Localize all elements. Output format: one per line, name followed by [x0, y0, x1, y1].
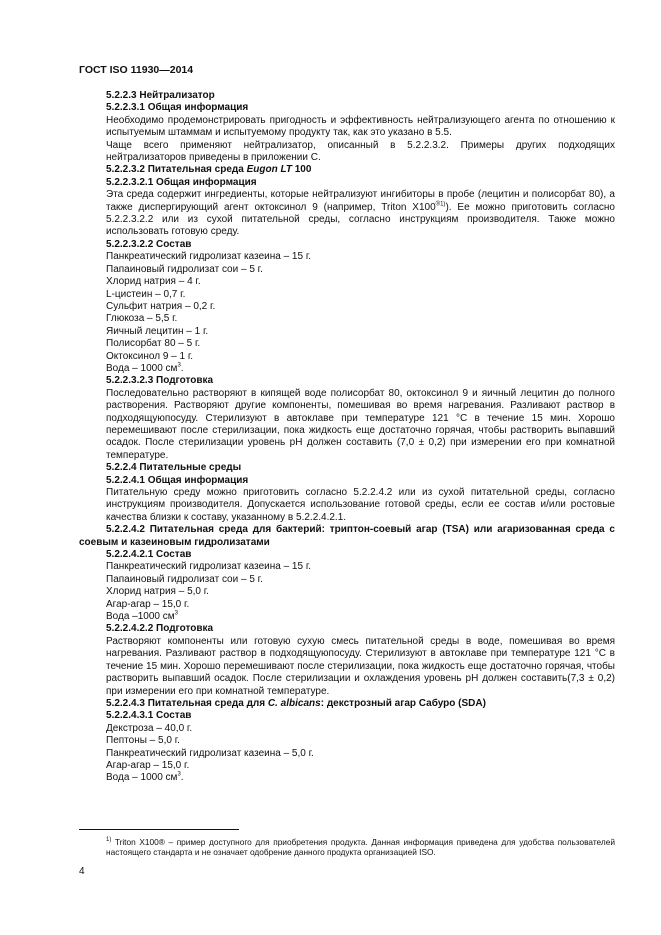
composition-list [79, 723, 615, 785]
list-item-text: Вода – 1000 см [106, 362, 178, 374]
list-item-text: . [180, 772, 184, 784]
section-heading: 5.2.2.4.2.1 Состав [106, 549, 192, 561]
list-item: Яичный лецитин – 1 г. [106, 325, 209, 337]
list-item-text: Вода – 1000 см [106, 772, 178, 784]
list-item: Агар-агар – 15,0 г. [106, 759, 190, 771]
heading-italic-text: Eugon LT [246, 164, 292, 176]
section-heading: 5.2.2.4.2 Питательная среда для бактерий: триптон-соевый агар (TSA) или агаризованная среда с соевым и казеиновым гидролизатами [79, 524, 615, 548]
superscript: 3 [177, 772, 181, 779]
superscript: 3 [177, 362, 181, 369]
list-item: Сульфит натрия – 0,2 г. [106, 300, 216, 312]
paragraph: Питательную среду можно приготовить согласно 5.2.2.4.2 или из сухой питательной среды, согласно инструкциям производителя. Допускается использование готовой среды, если ее состав и/или ростовые качества близки к составу, указанному в 5.2.2.4.2.1. [106, 487, 615, 523]
list-item: Хлорид натрия – 4 г. [106, 276, 201, 288]
section-heading: 5.2.2.4 Питательные среды [106, 462, 242, 474]
composition-list [79, 251, 615, 375]
document-header: ГОСТ ISO 11930—2014 [79, 64, 194, 76]
footnote-divider [79, 829, 239, 830]
list-item: Декстроза – 40,0 г. [106, 722, 193, 734]
list-item-text: . [180, 362, 184, 374]
document-body [79, 90, 615, 785]
section-heading: 5.2.2.3.2.3 Подготовка [106, 375, 214, 387]
footnote-mark: 1) [106, 837, 112, 843]
paragraph [79, 189, 615, 239]
composition-list [79, 561, 615, 623]
list-item: Хлорид натрия – 5,0 г. [106, 586, 209, 598]
paragraph-text: Эта среда содержит ингредиенты, которые нейтрализуют ингибиторы в пробе (лецитин и полисорбат 80), а также диспергирующий агент октоксинол 9 (например, Triton X100 [106, 189, 615, 213]
list-item: Полисорбат 80 – 5 г. [106, 338, 201, 350]
heading-text: 5.2.2.3.2 Питательная среда [106, 164, 247, 176]
paragraph: Растворяют компоненты или готовую сухую смесь питательной среды в воде, помешивая во время нагревания. Разливают раствор в подходящуюпосуду. Стерилизуют в автоклаве при температуре 121 °С в течение 15 мин. Хорошо перемешивают после стерилизации, пока жидкость еще достаточно горячая, чтобы растворить выпавший осадок. После стерилизации и охлаждения уровень рН должен составить(7,3 ± 0,2) при измерении его при комнатной температуре. [106, 635, 615, 697]
heading-text: 100 [291, 164, 312, 176]
list-item: Панкреатический гидролизат казеина – 5,0 г. [106, 747, 314, 759]
footnote [79, 835, 615, 858]
paragraph: Чаще всего применяют нейтрализатор, описанный в 5.2.2.3.2. Примеры других подходящих нейтрализаторов приведены в приложении С. [106, 139, 615, 164]
list-item [79, 611, 615, 623]
footnote-text [79, 835, 615, 858]
paragraph: Необходимо продемонстрировать пригодность и эффективность нейтрализующего агента по отношению к испытуемым штаммам и испытуемому продукту так, как это указано в 5.5. [106, 114, 615, 139]
section-heading: 5.2.2.3.2.2 Состав [106, 238, 192, 250]
section-heading [79, 698, 615, 710]
list-item: Агар-агар – 15,0 г. [106, 598, 190, 610]
list-item: Папаиновый гидролизат сои – 5 г. [106, 263, 263, 275]
section-heading: 5.2.2.3.2.1 Общая информация [106, 176, 257, 188]
heading-text: 5.2.2.4.3 Питательная среда для [106, 697, 268, 709]
superscript: 3 [174, 610, 178, 617]
heading-text: : декстрозный агар Сабуро (SDA) [320, 697, 486, 709]
list-item: Папаиновый гидролизат сои – 5 г. [106, 573, 263, 585]
paragraph-text: ). Ее можно приготовить согласно 5.2.2.3.2.2 или из сухой питательной среды, согласно инструкциям производителя. Также можно использовать готовую среду. [106, 201, 615, 238]
list-item-text: Вода –1000 см [106, 611, 175, 623]
footnote-reference: ®1) [435, 201, 446, 208]
paragraph: Последовательно растворяют в кипящей воде полисорбат 80, октоксинол 9 и яичный лецитин до полного растворения. Растворяют другие компоненты, помешивая во время нагревания. Разливают раствор в подходящуюпосуду. Стерилизуют в автоклаве при температуре 121 °С в течение 15 мин. Хорошо перемешивают после стерилизации, пока жидкость еще достаточно горячая, чтобы растворить выпавший осадок. После стерилизации уровень рН должен составить (7,0 ± 0,2) при измерении его при комнатной температуре. [106, 387, 615, 461]
list-item: Октоксинол 9 – 1 г. [106, 350, 194, 362]
list-item: Пептоны – 5,0 г. [106, 735, 180, 747]
section-heading: 5.2.2.4.1 Общая информация [106, 474, 249, 486]
list-item: Глюкоза – 5,5 г. [106, 313, 178, 325]
section-heading [79, 164, 615, 176]
heading-italic-text: C. albicans [267, 697, 321, 709]
list-item: Панкреатический гидролизат казеина – 15 г. [106, 561, 312, 573]
page-number: 4 [79, 866, 85, 877]
list-item [79, 363, 615, 375]
list-item [79, 772, 615, 784]
section-heading: 5.2.2.4.2.2 Подготовка [106, 623, 214, 635]
section-heading: 5.2.2.3.1 Общая информация [106, 102, 249, 114]
section-heading: 5.2.2.3 Нейтрализатор [106, 90, 215, 101]
list-item: L-цистеин – 0,7 г. [106, 288, 186, 300]
list-item: Панкреатический гидролизат казеина – 15 г. [106, 251, 312, 263]
section-heading: 5.2.2.4.3.1 Состав [106, 710, 192, 722]
footnote-body: Triton X100® – пример доступного для приобретения продукта. Данная информация приведена для удобства пользователей настоящего стандарта и не означает одобрение данного продукта организацией ISO. [106, 836, 615, 858]
